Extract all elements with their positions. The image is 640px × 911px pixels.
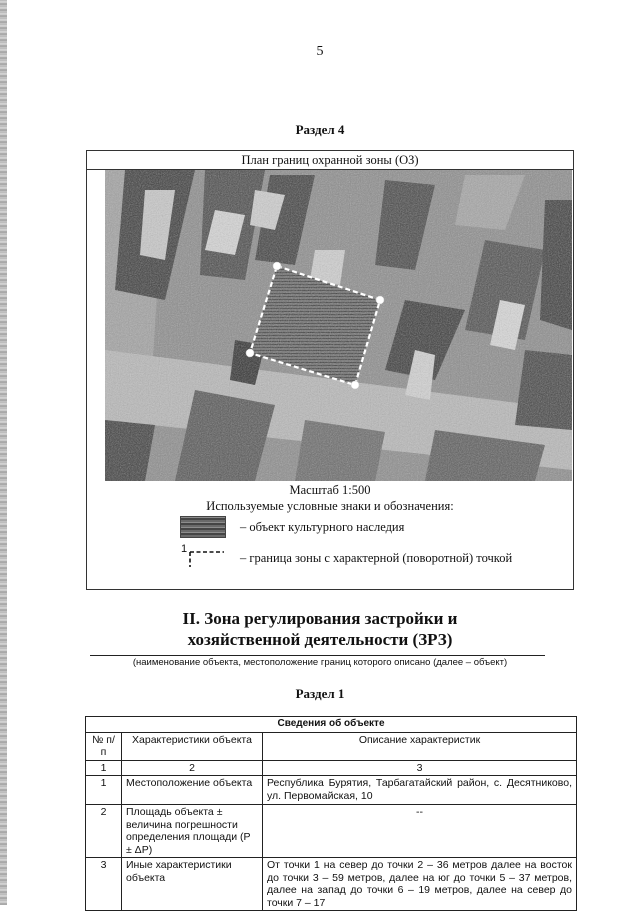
table-caption: Сведения об объекте: [86, 717, 577, 733]
legend-heading: Используемые условные знаки и обозначения:: [206, 499, 454, 513]
header-cell: Описание характеристик: [263, 732, 577, 760]
zone-title-line-2: хозяйственной деятельности (ЗРЗ): [187, 630, 453, 649]
header-cell: № п/п: [86, 732, 122, 760]
table-header-row: [86, 732, 577, 760]
legend-label: – объект культурного наследия: [240, 520, 405, 534]
table-row: [86, 776, 577, 805]
column-number: 3: [263, 760, 577, 776]
section-4-heading: Раздел 4: [295, 122, 345, 137]
legend-item-boundary: [180, 542, 560, 572]
row-description: --: [263, 805, 577, 858]
boundary-point-number: 1: [181, 543, 188, 555]
page-number: 5: [316, 44, 324, 59]
hatched-block-icon: [180, 516, 226, 538]
header-cell: Характеристики объекта: [122, 732, 263, 760]
section-1-heading: Раздел 1: [295, 686, 345, 701]
column-number: 1: [86, 760, 122, 776]
map-figure: [86, 150, 574, 590]
legend-item-heritage: [180, 516, 560, 540]
table-row: [86, 805, 577, 858]
row-characteristic: Площадь объекта ± величина погрешности определения площади (P ± ΔP): [122, 805, 263, 858]
column-number-row: [86, 760, 577, 776]
dashed-boundary-icon: [180, 542, 226, 568]
object-caption: (наименование объекта, местоположение границ которого описано (далее – объект): [132, 657, 508, 668]
zone-title-line-1: II. Зона регулирования застройки и: [182, 609, 458, 628]
object-info-table: [85, 716, 577, 911]
legend-label: – граница зоны с характерной (поворотной) точкой: [240, 551, 513, 565]
row-number: 1: [86, 776, 122, 805]
map-title: План границ охранной зоны (ОЗ): [87, 151, 573, 170]
map-scale: Масштаб 1:500: [289, 483, 371, 497]
aerial-map-image: [105, 170, 572, 481]
table-caption-row: [86, 717, 577, 733]
title-underline: [90, 655, 545, 656]
row-number: 2: [86, 805, 122, 858]
table-row: [86, 858, 577, 911]
row-characteristic: Иные характеристики объекта: [122, 858, 263, 911]
row-description: Республика Бурятия, Тарбагатайский район, с. Десятниково, ул. Первомайская, 10: [263, 776, 577, 805]
row-description: От точки 1 на север до точки 2 – 36 метров далее на восток до точки 3 – 59 метров, далее на юг до точки 5 – 37 метров, далее на запад до точки 6 – 19 метров, далее на север до точки 7 – 17: [263, 858, 577, 911]
row-number: 3: [86, 858, 122, 911]
zone-title: [0, 608, 640, 650]
row-characteristic: Местоположение объекта: [122, 776, 263, 805]
column-number: 2: [122, 760, 263, 776]
